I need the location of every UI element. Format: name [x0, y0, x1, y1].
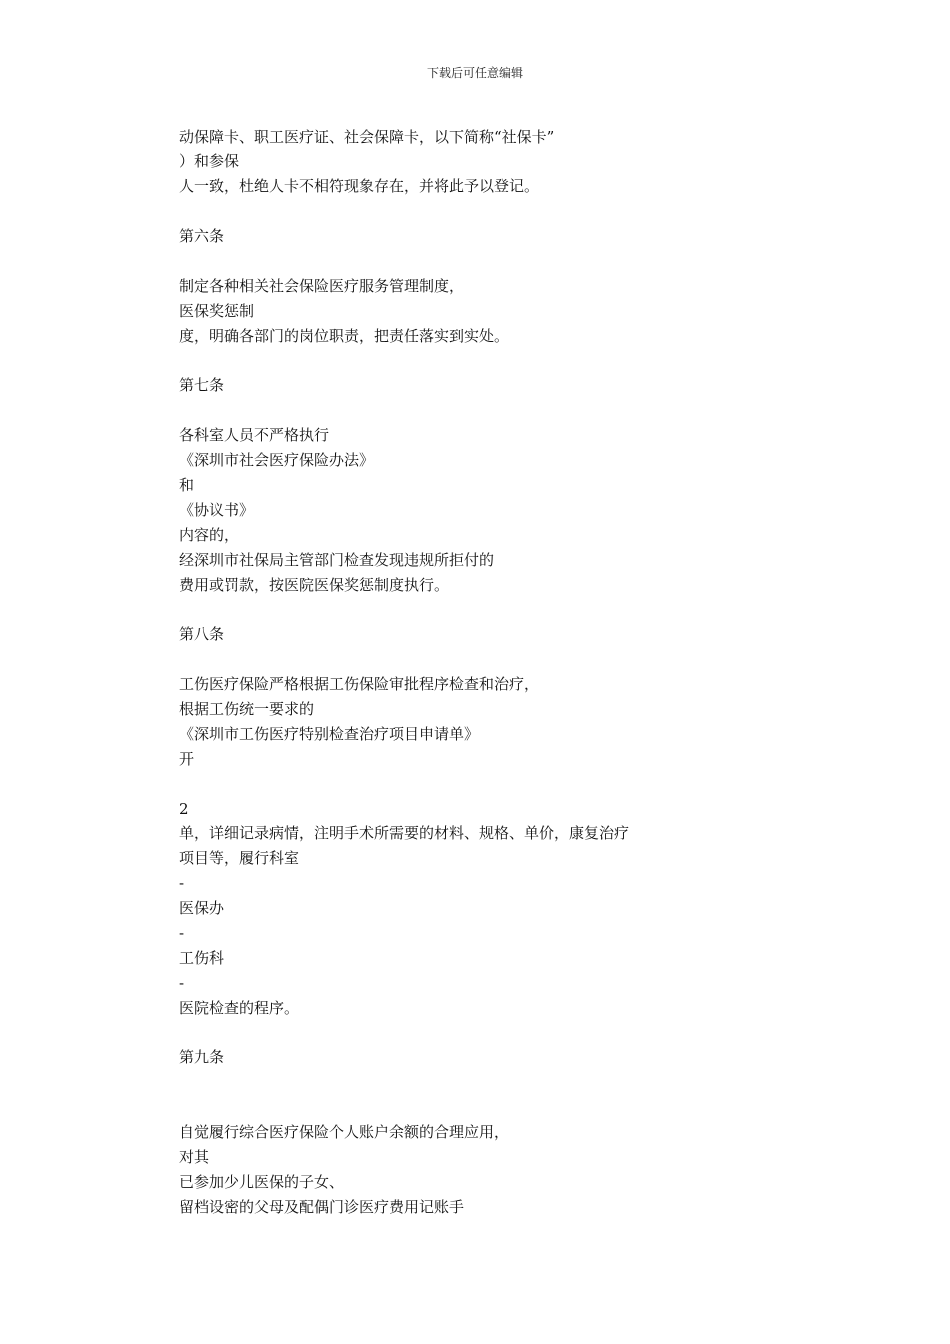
text-line: 工伤医疗保险严格根据工伤保险审批程序检查和治疗， — [179, 675, 540, 693]
text-line: 留档设密的父母及配偶门诊医疗费用记账手 — [179, 1198, 465, 1216]
text-line: 费用或罚款，按医院医保奖惩制度执行。 — [179, 576, 450, 594]
text-line: 《协议书》 — [179, 501, 255, 519]
text-line: - — [179, 874, 185, 892]
text-line: ）和参保 — [179, 152, 240, 170]
text-line: 医保奖惩制 — [179, 302, 255, 320]
text-line: 单，详细记录病情，注明手术所需要的材料、规格、单价，康复治疗 — [179, 824, 630, 842]
article-heading: 第八条 — [179, 625, 225, 643]
text-line: 工伤科 — [179, 949, 225, 967]
text-line: 医保办 — [179, 899, 225, 917]
text-line: 自觉履行综合医疗保险个人账户余额的合理应用， — [179, 1123, 510, 1141]
text-line: 对其 — [179, 1148, 210, 1166]
text-line: - — [179, 924, 185, 942]
text-line: 医院检查的程序。 — [179, 999, 300, 1017]
text-line: 动保障卡、职工医疗证、社会保障卡，以下简称“社保卡” — [179, 128, 555, 146]
text-line: 和 — [179, 476, 195, 494]
article-heading: 第六条 — [179, 227, 225, 245]
text-line: - — [179, 974, 185, 992]
text-line: 《深圳市社会医疗保险办法》 — [179, 451, 375, 469]
article-heading: 第七条 — [179, 376, 225, 394]
text-line: 度，明确各部门的岗位职责，把责任落实到实处。 — [179, 327, 510, 345]
text-line: 各科室人员不严格执行 — [179, 426, 330, 444]
page-header: 下载后可任意编辑 — [426, 66, 523, 80]
text-line: 根据工伤统一要求的 — [179, 700, 315, 718]
text-line: 《深圳市工伤医疗特别检查治疗项目申请单》 — [179, 725, 480, 743]
text-line: 制定各种相关社会保险医疗服务管理制度， — [179, 277, 465, 295]
page-number: 2 — [179, 800, 189, 818]
text-line: 内容的， — [179, 526, 240, 544]
article-heading: 第九条 — [179, 1048, 225, 1066]
text-line: 人一致，杜绝人卡不相符现象存在，并将此予以登记。 — [179, 177, 540, 195]
text-line: 开 — [179, 750, 195, 768]
text-line: 项目等，履行科室 — [179, 849, 300, 867]
text-line: 经深圳市社保局主管部门检查发现违规所拒付的 — [179, 551, 495, 569]
text-line: 已参加少儿医保的子女、 — [179, 1173, 345, 1191]
